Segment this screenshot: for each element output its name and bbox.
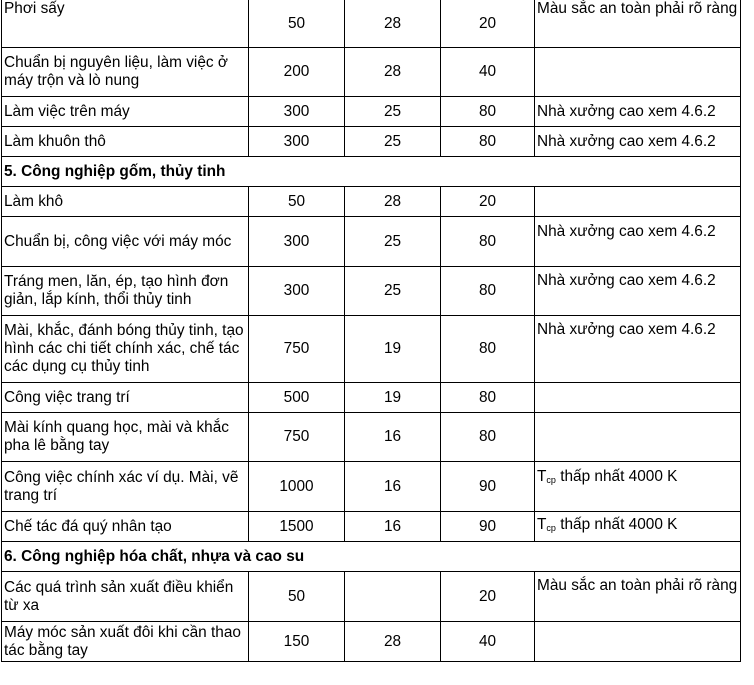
illuminance-cell: 750	[249, 316, 345, 383]
table-row	[2, 512, 741, 542]
note-cell	[535, 462, 741, 512]
color-rendering-cell: 80	[441, 217, 535, 267]
table-row	[2, 462, 741, 512]
color-rendering-cell: 40	[441, 622, 535, 662]
table-row	[2, 187, 741, 217]
table-row	[2, 622, 741, 662]
note-cell: Nhà xưởng cao xem 4.6.2	[535, 217, 741, 267]
table-row	[2, 316, 741, 383]
section-header-row	[2, 542, 741, 572]
glare-cell	[345, 572, 441, 622]
note-cell	[535, 48, 741, 97]
note-cell: Màu sắc an toàn phải rõ ràng	[535, 572, 741, 622]
glare-cell: 16	[345, 512, 441, 542]
lighting-requirements-table	[1, 0, 741, 662]
section-title: 6. Công nghiệp hóa chất, nhựa và cao su	[2, 542, 741, 572]
color-rendering-cell: 80	[441, 316, 535, 383]
glare-cell: 25	[345, 217, 441, 267]
color-rendering-cell: 20	[441, 572, 535, 622]
task-cell: Chuẩn bị, công việc với máy móc	[2, 217, 249, 267]
color-rendering-cell: 80	[441, 267, 535, 316]
color-temperature-symbol: T	[537, 468, 547, 485]
illuminance-cell: 300	[249, 97, 345, 127]
color-rendering-cell: 90	[441, 462, 535, 512]
table-row	[2, 48, 741, 97]
glare-cell: 19	[345, 316, 441, 383]
task-cell: Làm khuôn thô	[2, 127, 249, 157]
note-cell: Nhà xưởng cao xem 4.6.2	[535, 267, 741, 316]
illuminance-cell: 300	[249, 217, 345, 267]
color-rendering-cell: 80	[441, 127, 535, 157]
color-temperature-symbol: T	[537, 516, 547, 533]
color-temperature-subscript: cp	[546, 475, 556, 485]
note-text: thấp nhất 4000 K	[555, 516, 678, 533]
task-cell: Công việc trang trí	[2, 383, 249, 413]
illuminance-cell: 1500	[249, 512, 345, 542]
task-cell: Máy móc sản xuất đôi khi cần thao tác bằng tay	[2, 622, 249, 662]
color-rendering-cell: 90	[441, 512, 535, 542]
glare-cell: 25	[345, 267, 441, 316]
task-cell: Mài, khắc, đánh bóng thủy tinh, tạo hình các chi tiết chính xác, chế tác các dụng cụ thủy tinh	[2, 316, 249, 383]
illuminance-cell: 50	[249, 187, 345, 217]
task-cell: Công việc chính xác ví dụ. Mài, vẽ trang trí	[2, 462, 249, 512]
note-cell	[535, 413, 741, 462]
glare-cell: 25	[345, 97, 441, 127]
note-cell: Nhà xưởng cao xem 4.6.2	[535, 97, 741, 127]
task-cell: Làm khô	[2, 187, 249, 217]
note-cell	[535, 187, 741, 217]
task-cell: Làm việc trên máy	[2, 97, 249, 127]
section-title: 5. Công nghiệp gốm, thủy tinh	[2, 157, 741, 187]
note-cell	[535, 383, 741, 413]
illuminance-cell: 1000	[249, 462, 345, 512]
color-rendering-cell: 20	[441, 0, 535, 48]
color-rendering-cell: 40	[441, 48, 535, 97]
note-cell	[535, 512, 741, 542]
table-row	[2, 127, 741, 157]
table-row	[2, 267, 741, 316]
table-row	[2, 217, 741, 267]
glare-cell: 28	[345, 0, 441, 48]
illuminance-cell: 50	[249, 0, 345, 48]
section-header-row	[2, 157, 741, 187]
table-row	[2, 413, 741, 462]
task-cell: Phơi sấy	[2, 0, 249, 48]
note-cell	[535, 622, 741, 662]
illuminance-cell: 750	[249, 413, 345, 462]
color-rendering-cell: 80	[441, 97, 535, 127]
task-cell: Tráng men, lăn, ép, tạo hình đơn giản, lắp kính, thổi thủy tinh	[2, 267, 249, 316]
table-row	[2, 383, 741, 413]
task-cell: Các quá trình sản xuất điều khiển từ xa	[2, 572, 249, 622]
glare-cell: 28	[345, 187, 441, 217]
glare-cell: 28	[345, 48, 441, 97]
task-cell: Mài kính quang học, mài và khắc pha lê bằng tay	[2, 413, 249, 462]
illuminance-cell: 50	[249, 572, 345, 622]
illuminance-cell: 300	[249, 267, 345, 316]
illuminance-cell: 150	[249, 622, 345, 662]
color-rendering-cell: 20	[441, 187, 535, 217]
note-cell: Nhà xưởng cao xem 4.6.2	[535, 127, 741, 157]
illuminance-cell: 500	[249, 383, 345, 413]
glare-cell: 16	[345, 413, 441, 462]
table-row	[2, 572, 741, 622]
color-temperature-subscript: cp	[546, 523, 556, 533]
table-row	[2, 0, 741, 48]
color-rendering-cell: 80	[441, 383, 535, 413]
note-cell: Màu sắc an toàn phải rõ ràng	[535, 0, 741, 48]
task-cell: Chuẩn bị nguyên liệu, làm việc ở máy trộn và lò nung	[2, 48, 249, 97]
illuminance-cell: 200	[249, 48, 345, 97]
glare-cell: 25	[345, 127, 441, 157]
glare-cell: 16	[345, 462, 441, 512]
note-cell: Nhà xưởng cao xem 4.6.2	[535, 316, 741, 383]
glare-cell: 19	[345, 383, 441, 413]
illuminance-cell: 300	[249, 127, 345, 157]
table-row	[2, 97, 741, 127]
task-cell: Chế tác đá quý nhân tạo	[2, 512, 249, 542]
color-rendering-cell: 80	[441, 413, 535, 462]
note-text: thấp nhất 4000 K	[555, 468, 678, 485]
glare-cell: 28	[345, 622, 441, 662]
